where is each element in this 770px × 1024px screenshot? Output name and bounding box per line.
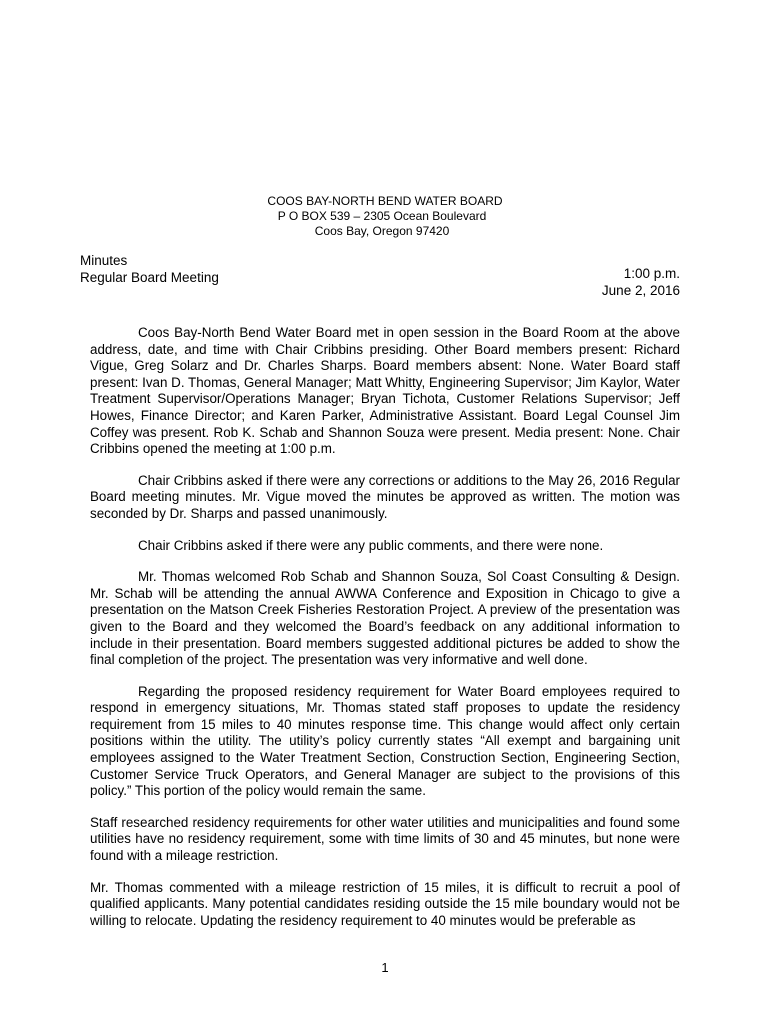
paragraph-mileage-comment: Mr. Thomas commented with a mileage restriction of 15 miles, it is difficult to recruit a pool of qualified applicants. Many potential candidates residing outside the 15 mile boundary would not be willing to relocate. Updating the residency requirement to 40 minutes would be preferable as: [90, 879, 680, 928]
paragraph-public-comments: Chair Cribbins asked if there were any public comments, and there were none.: [138, 537, 604, 553]
paragraph-minutes-approval: Chair Cribbins asked if there were any corrections or additions to the May 26, 2016 Regular Board meeting minutes. Mr. Vigue moved the minutes be approved as written. The motion was seconded by Dr. Sharps and passed unanimously.: [90, 472, 680, 521]
minutes-body: [90, 325, 680, 929]
paragraph-residency-research: Staff researched residency requirements for other water utilities and municipalities and found some utilities have no residency requirement, some with time limits of 30 and 45 minutes, but none were found with a mileage restriction.: [90, 814, 680, 864]
city-line: Coos Bay, Oregon 97420: [314, 224, 450, 238]
address-line: P O BOX 539 – 2305 Ocean Boulevard: [277, 209, 487, 223]
paragraph-residency-proposal: Regarding the proposed residency requirement for Water Board employees required to respond in emergency situations, Mr. Thomas stated staff proposes to update the residency requirement from 15 miles to 40 minutes response time. This change would affect only certain positions within the utility. The utility’s policy currently states “All exempt and bargaining unit employees assigned to the Water Treatment Section, Construction Section, Engineering Section, Customer Service Truck Operators, and General Manager are subject to the provisions of this policy.” This portion of the policy would remain the same.: [90, 683, 680, 799]
org-name: COOS BAY-NORTH BEND WATER BOARD: [267, 194, 503, 208]
letterhead: [0, 194, 770, 239]
paragraph-presentation: Mr. Thomas welcomed Rob Schab and Shannon Souza, Sol Coast Consulting & Design. Mr. Schab will be attending the annual AWWA Conference and Exposition in Chicago to give a presentation on the Matson Creek Fisheries Restoration Project. A preview of the presentation was given to the Board and they welcomed the Board’s feedback on any additional information to include in their presentation. Board members suggested additional pictures be added to show the final completion of the project. The presentation was very informative and well done.: [90, 569, 680, 668]
meeting-type: Regular Board Meeting: [80, 270, 219, 285]
meeting-date: June 2, 2016: [601, 283, 680, 298]
meeting-time: 1:00 p.m.: [623, 266, 680, 281]
meeting-datetime: [602, 265, 680, 299]
meeting-heading: [80, 252, 219, 286]
paragraph-opening: Coos Bay-North Bend Water Board met in open session in the Board Room at the above address, date, and time with Chair Cribbins presiding. Other Board members present: Richard Vigue, Greg Solarz and Dr. Charles Sharps. Board members absent: None. Water Board staff present: Ivan D. Thomas, General Manager; Matt Whitty, Engineering Supervisor; Jim Kaylor, Water Treatment Supervisor/Operations Manager; Bryan Tichota, Customer Relations Supervisor; Jeff Howes, Finance Director; and Karen Parker, Administrative Assistant. Board Legal Counsel Jim Coffey was present. Rob K. Schab and Shannon Souza were present. Media present: None. Chair Cribbins opened the meeting at 1:00 p.m.: [90, 325, 680, 457]
doc-type: Minutes: [80, 253, 128, 268]
page-number: 1: [381, 960, 389, 975]
